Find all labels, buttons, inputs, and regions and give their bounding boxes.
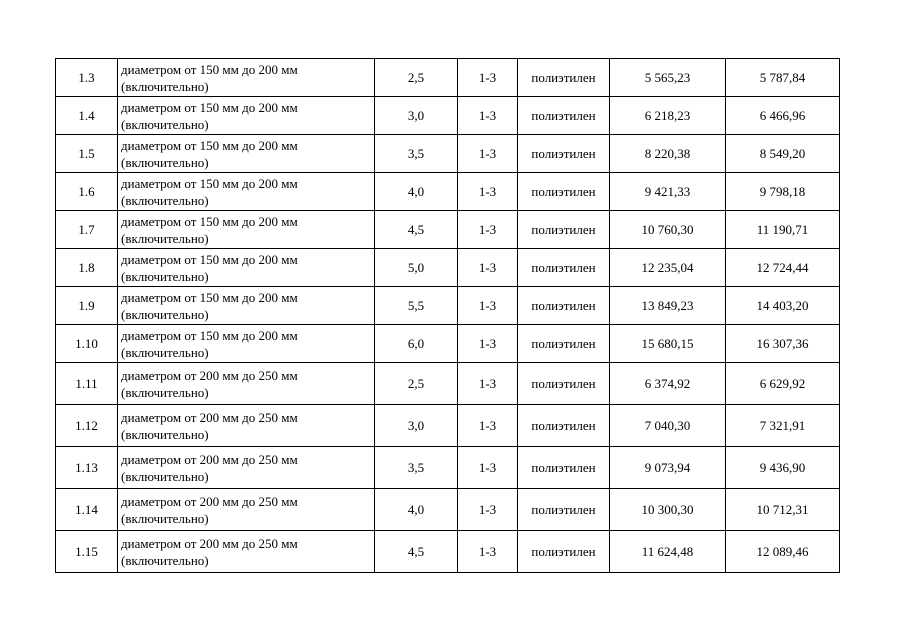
price-table	[55, 58, 840, 573]
row-group: 1-3	[458, 405, 518, 447]
row-price-2: 9 436,90	[726, 447, 840, 489]
table-row	[56, 363, 840, 405]
table-row	[56, 531, 840, 573]
row-depth: 5,5	[375, 287, 458, 325]
row-number: 1.8	[56, 249, 118, 287]
row-depth: 2,5	[375, 363, 458, 405]
row-description	[118, 531, 375, 573]
row-price-1: 13 849,23	[610, 287, 726, 325]
row-price-2: 6 629,92	[726, 363, 840, 405]
description-line-2: (включительно)	[121, 306, 209, 322]
row-description	[118, 287, 375, 325]
row-price-1: 5 565,23	[610, 59, 726, 97]
row-material: полиэтилен	[518, 405, 610, 447]
row-depth: 6,0	[375, 325, 458, 363]
row-price-2: 10 712,31	[726, 489, 840, 531]
row-number: 1.10	[56, 325, 118, 363]
row-group: 1-3	[458, 363, 518, 405]
description-line-1: диаметром от 200 мм до 250 мм	[121, 451, 298, 467]
row-group: 1-3	[458, 135, 518, 173]
description-line-1: диаметром от 150 мм до 200 мм	[121, 175, 298, 191]
row-material: полиэтилен	[518, 489, 610, 531]
row-price-1: 10 300,30	[610, 489, 726, 531]
table-row	[56, 489, 840, 531]
row-depth: 2,5	[375, 59, 458, 97]
row-number: 1.4	[56, 97, 118, 135]
row-number: 1.11	[56, 363, 118, 405]
row-material: полиэтилен	[518, 325, 610, 363]
row-depth: 4,0	[375, 173, 458, 211]
table-body	[56, 59, 840, 573]
row-number: 1.12	[56, 405, 118, 447]
table-row	[56, 97, 840, 135]
row-depth: 4,5	[375, 211, 458, 249]
table-row	[56, 447, 840, 489]
row-price-1: 7 040,30	[610, 405, 726, 447]
row-group: 1-3	[458, 249, 518, 287]
row-material: полиэтилен	[518, 211, 610, 249]
row-depth: 4,0	[375, 489, 458, 531]
description-line-2: (включительно)	[121, 230, 209, 246]
row-price-1: 8 220,38	[610, 135, 726, 173]
table-row	[56, 211, 840, 249]
row-number: 1.15	[56, 531, 118, 573]
description-line-1: диаметром от 150 мм до 200 мм	[121, 137, 298, 153]
row-description	[118, 489, 375, 531]
row-description	[118, 363, 375, 405]
description-line-2: (включительно)	[121, 268, 209, 284]
row-description	[118, 135, 375, 173]
description-line-2: (включительно)	[121, 192, 209, 208]
row-material: полиэтилен	[518, 531, 610, 573]
table-row	[56, 173, 840, 211]
row-group: 1-3	[458, 59, 518, 97]
description-line-1: диаметром от 150 мм до 200 мм	[121, 213, 298, 229]
row-depth: 5,0	[375, 249, 458, 287]
row-price-2: 12 089,46	[726, 531, 840, 573]
row-price-2: 14 403,20	[726, 287, 840, 325]
row-price-2: 9 798,18	[726, 173, 840, 211]
row-group: 1-3	[458, 325, 518, 363]
description-line-1: диаметром от 150 мм до 200 мм	[121, 99, 298, 115]
row-group: 1-3	[458, 489, 518, 531]
table-row	[56, 405, 840, 447]
description-line-2: (включительно)	[121, 384, 209, 400]
row-description	[118, 249, 375, 287]
description-line-1: диаметром от 150 мм до 200 мм	[121, 61, 298, 77]
table-row	[56, 325, 840, 363]
row-price-2: 8 549,20	[726, 135, 840, 173]
row-depth: 3,0	[375, 97, 458, 135]
row-number: 1.5	[56, 135, 118, 173]
row-price-2: 6 466,96	[726, 97, 840, 135]
row-material: полиэтилен	[518, 135, 610, 173]
row-price-1: 11 624,48	[610, 531, 726, 573]
row-material: полиэтилен	[518, 363, 610, 405]
table-row	[56, 135, 840, 173]
description-line-1: диаметром от 200 мм до 250 мм	[121, 535, 298, 551]
table-row	[56, 249, 840, 287]
description-line-2: (включительно)	[121, 78, 209, 94]
description-line-1: диаметром от 200 мм до 250 мм	[121, 493, 298, 509]
row-number: 1.6	[56, 173, 118, 211]
row-price-1: 15 680,15	[610, 325, 726, 363]
row-description	[118, 405, 375, 447]
description-line-1: диаметром от 200 мм до 250 мм	[121, 367, 298, 383]
description-line-1: диаметром от 150 мм до 200 мм	[121, 251, 298, 267]
row-price-2: 7 321,91	[726, 405, 840, 447]
row-price-1: 6 218,23	[610, 97, 726, 135]
row-material: полиэтилен	[518, 173, 610, 211]
table-row	[56, 287, 840, 325]
row-depth: 3,0	[375, 405, 458, 447]
description-line-2: (включительно)	[121, 426, 209, 442]
description-line-2: (включительно)	[121, 154, 209, 170]
row-number: 1.3	[56, 59, 118, 97]
description-line-2: (включительно)	[121, 116, 209, 132]
row-number: 1.13	[56, 447, 118, 489]
table-row	[56, 59, 840, 97]
row-description	[118, 173, 375, 211]
row-group: 1-3	[458, 211, 518, 249]
row-group: 1-3	[458, 173, 518, 211]
description-line-2: (включительно)	[121, 344, 209, 360]
description-line-2: (включительно)	[121, 552, 209, 568]
description-line-1: диаметром от 150 мм до 200 мм	[121, 327, 298, 343]
row-material: полиэтилен	[518, 287, 610, 325]
row-number: 1.14	[56, 489, 118, 531]
row-price-2: 16 307,36	[726, 325, 840, 363]
row-price-1: 10 760,30	[610, 211, 726, 249]
row-number: 1.9	[56, 287, 118, 325]
row-price-1: 6 374,92	[610, 363, 726, 405]
row-description	[118, 211, 375, 249]
row-description	[118, 447, 375, 489]
row-group: 1-3	[458, 531, 518, 573]
row-number: 1.7	[56, 211, 118, 249]
row-price-1: 9 073,94	[610, 447, 726, 489]
row-group: 1-3	[458, 447, 518, 489]
row-material: полиэтилен	[518, 249, 610, 287]
row-price-1: 9 421,33	[610, 173, 726, 211]
row-depth: 3,5	[375, 447, 458, 489]
description-line-1: диаметром от 150 мм до 200 мм	[121, 289, 298, 305]
row-group: 1-3	[458, 287, 518, 325]
row-depth: 4,5	[375, 531, 458, 573]
row-material: полиэтилен	[518, 97, 610, 135]
row-price-2: 5 787,84	[726, 59, 840, 97]
row-material: полиэтилен	[518, 447, 610, 489]
description-line-2: (включительно)	[121, 510, 209, 526]
description-line-1: диаметром от 200 мм до 250 мм	[121, 409, 298, 425]
row-price-2: 11 190,71	[726, 211, 840, 249]
row-group: 1-3	[458, 97, 518, 135]
row-price-1: 12 235,04	[610, 249, 726, 287]
row-price-2: 12 724,44	[726, 249, 840, 287]
row-description	[118, 325, 375, 363]
row-description	[118, 59, 375, 97]
row-depth: 3,5	[375, 135, 458, 173]
row-description	[118, 97, 375, 135]
description-line-2: (включительно)	[121, 468, 209, 484]
row-material: полиэтилен	[518, 59, 610, 97]
